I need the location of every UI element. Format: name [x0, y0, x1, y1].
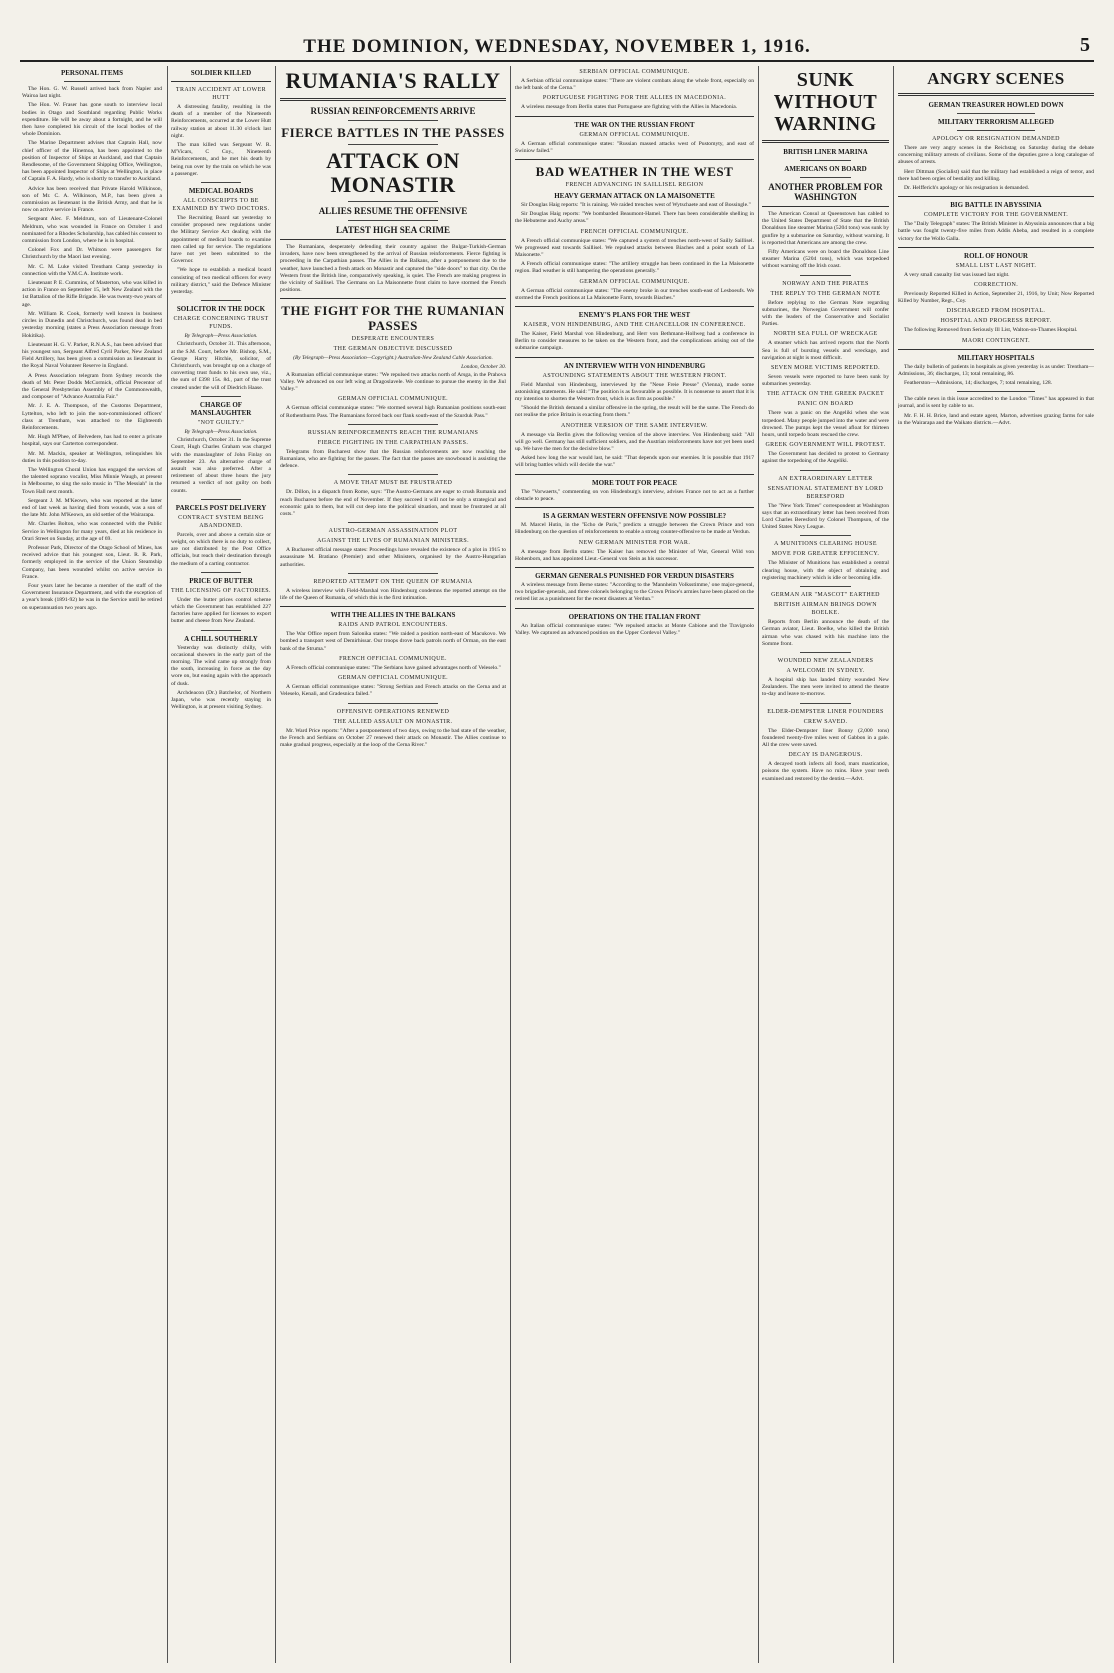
article-paragraph: The "Daily Telegraph" states: The British Minister in Abyssinia announces that a big battle was fought twenty-five miles from Addis Abeba, and resulted in a complete victory for the Wollo Galla.	[898, 221, 1094, 242]
subheading: WOUNDED NEW ZEALANDERS	[777, 657, 874, 664]
subheading: NEW GERMAN MINISTER FOR WAR.	[578, 539, 691, 546]
article-paragraph: A hospital ship has landed thirty wounded New Zealanders. The men were invited to attend the theatre to-day and leave to-morrow.	[762, 676, 889, 698]
article-paragraph: A Rumanian official communique states: "We repulsed two attacks north of Arsga, in the Prahova Valley. We advanced on our left wing at Dragoslavele. We continue to pursue the enemy in the Jiul Valley."	[280, 371, 506, 393]
article-paragraph: There was a panic on the Angeliki when she was torpedoed. Many people jumped into the water and were drowned. The pumps kept the vessel afloat for thirteen hours, until torpedo boats rescued the crew.	[762, 410, 889, 439]
article-paragraph: Lieutenant H. G. V. Parker, R.N.A.S., has been advised that his youngest son, Sergeant Alfred Cyril Parker, New Zealand Field Artillery, has been given a commission as lieutenant in the Royal Naval Volunteer Reserve in England.	[22, 341, 162, 370]
article-paragraph: The Kaiser, Field Marshal von Hindenburg, and Herr von Bethmann-Hollweg had a conference in Berlin to consider measures to be taken on the Western front, and the complications arising out of the submarine campaign.	[515, 331, 754, 352]
section-heading: MILITARY HOSPITALS	[957, 353, 1035, 362]
subheading: GERMAN OFFICIAL COMMUNIQUE.	[579, 278, 690, 285]
article-paragraph: Mr. C. M. Luke visited Trentham Camp yesterday in connection with the Y.M.C.A. Institute work.	[22, 263, 162, 277]
section-heading: THE FIGHT FOR THE RUMANIAN PASSES	[281, 303, 505, 334]
article-paragraph: Under the butter prices control scheme which the Government has established 227 factories have applied for licenses to export butter and cheese from New Zealand.	[171, 596, 271, 625]
article-paragraph: The Hon. W. Fraser has gone south to interview local bodies in Otago and Southland regarding Public Works expenditure. He will be away about a fortnight, and he will then have completed his circuit of the local bodies of the whole Dominion.	[22, 102, 162, 138]
article-paragraph: There are very angry scenes in the Reichstag on Saturday during the debate concerning military arrests of civilians. Some of the deputies gave a long catalogue of abuses of arrests.	[898, 145, 1094, 166]
article-paragraph: The Marine Department advises that Captain Hall, now chief officer of the Hinemoa, has been appointed to the position of Inspector of Ships at Auckland, and that Captain Rendlesome, of the Government Shipping Office, Wellington, has been appointed Inspector of Ships at Wellington, in place of Captain F. A. Hardy, who is shortly to transfer to Auckland.	[22, 140, 162, 183]
column-rule	[893, 66, 894, 1663]
section-heading: ENEMY'S PLANS FOR THE WEST	[578, 311, 691, 320]
subheading: AN EXTRAORDINARY LETTER	[778, 475, 873, 482]
headline-deck: FIERCE BATTLES IN THE PASSES	[281, 125, 505, 140]
section-heading: THE WAR ON THE RUSSIAN FRONT	[574, 120, 695, 129]
article-paragraph: Sir Douglas Haig reports: "It is raining. We raided trenches west of Wytschaete and east of Bossingle."	[521, 202, 751, 209]
section-heading: ROLL OF HONOUR	[964, 251, 1028, 260]
article-paragraph: A wireless interview with Field-Marshal von Hindenburg condemns the reported attempt on the life of the Queen of Rumania, of which this is the first intimation.	[280, 587, 506, 602]
subheading: AUSTRO-GERMAN ASSASSINATION PLOT	[328, 528, 458, 535]
article-paragraph: Colonel Fox and Dr. Whitson were passengers for Christchurch by the Maori last evening.	[22, 247, 162, 261]
dateline: London, October 30.	[461, 363, 506, 370]
headline-deck: MILITARY TERRORISM ALLEGED	[938, 118, 1054, 126]
article-paragraph: The man killed was Sergeant W. R. M'Vicars, C Coy., Nineteenth Reinforcements, and he met his death by being run over by the train on which he was a passenger.	[171, 142, 271, 177]
column-western-front	[515, 66, 754, 1663]
credit-line: By Telegraph—Press Association.	[184, 428, 258, 435]
article-paragraph: A French official communique states: "The artillery struggle has been continued in the La Maisonette region. Bad weather is still hampering the operations generally."	[515, 261, 754, 275]
article-paragraph: A German official communique states: "Russian massed attacks west of Pustomyty, and east of Swiniow failed."	[515, 140, 754, 154]
subheading: THE GERMAN OBJECTIVE DISCUSSED	[333, 346, 453, 353]
section-heading: MORE TOUT FOR PEACE	[592, 478, 677, 487]
article-paragraph: Previously Reported Killed in Action, September 21, 1916, by Unit; Now Reported Killed by Number, Regt., Coy.	[898, 291, 1094, 305]
headline-deck: LATEST HIGH SEA CRIME	[336, 225, 450, 235]
article-paragraph: The Elder-Dempster liner Bonny (2,000 tons) foundered twenty-five miles west of Gabbon in a gale. All the crew were saved.	[762, 727, 889, 748]
subheading: A MUNITIONS CLEARING HOUSE	[774, 541, 877, 548]
article-paragraph: Mr. J. E. A. Thompson, of the Customs Department, Lyttelton, who left to join the non-commissioned officers' class at Trentham, was attached to the Eighteenth Reinforcements.	[22, 403, 162, 431]
headline-deck: RUSSIAN REINFORCEMENTS ARRIVE	[310, 106, 476, 116]
article-paragraph: A message from Berlin states: The Kaiser has removed the Minister of War, General Wild von Hohenborn, and has appointed Lieut.-General von Stein as his successor.	[515, 548, 754, 562]
column-rule	[167, 66, 168, 1663]
article-paragraph: A distressing fatality, resulting in the death of a member of the Nineteenth Reinforcements, occurred at the Lower Hutt railway station at about 11.30 o'clock last night.	[171, 104, 271, 139]
headline-main: ANGRY SCENES	[927, 69, 1065, 88]
subheading: GREEK GOVERNMENT WILL PROTEST.	[765, 442, 886, 449]
subheading: CHARGE CONCERNING TRUST FUNDS.	[173, 316, 269, 331]
subheading: KAISER, VON HINDENBURG, AND THE CHANCELLOR IN CONFERENCE.	[523, 322, 746, 329]
article-paragraph: A German official communique states: "Strong Serbian and French attacks on the Cerna and at Veleselo, Kenali, and Gradesnica failed."	[280, 684, 506, 698]
section-heading: GERMAN GENERALS PUNISHED FOR VERDUN DISASTERS	[535, 571, 734, 580]
article-paragraph: Christchurch, October 31. In the Supreme Court, Hugh Charles Graham was charged with the manslaughter of John Finlay on September 23. An alternative charge of assault was also preferred. After a retirement of about three hours the jury returned a verdict of not guilty on both counts.	[171, 437, 271, 494]
subheading: NORWAY AND THE PIRATES	[782, 280, 869, 287]
article-paragraph: A decayed tooth infects all food, mars mastication, poisons the system. Have no ruins. Have your teeth examined and restored by the dentist.—Advt.	[762, 761, 889, 782]
credit-line: By Telegraph—Press Association.	[184, 333, 258, 340]
subheading: A MOVE THAT MUST BE FRUSTRATED	[333, 480, 453, 487]
article-paragraph: The War Office report from Salonika states: "We raided a position north-east of Macukovo. We bombed a transport west of Demirhissar. Our troops drove back patrols north of Orman, on the east bank of the Struma."	[280, 631, 506, 652]
article-paragraph: Professor Park, Director of the Otago School of Mines, has received advice that his youngest son, Lieut. R. R. Park, formerly employed in the service of the Union Steamship Company, has been wounded whilst on active service in France.	[22, 544, 162, 580]
section-heading: BAD WEATHER IN THE WEST	[535, 164, 734, 180]
article-paragraph: Herr Dittman (Socialist) said that the military had established a reign of terror, and there had been orgies of bestiality and killing.	[898, 168, 1094, 182]
article-paragraph: The Recruiting Board sat yesterday to consider proposed new regulations under the Military Service Act dealing with the appointment of medical boards to examine men called up for service. The regulations have not yet been submitted to the Governor.	[171, 215, 271, 265]
section-heading: HEAVY GERMAN ATTACK ON LA MAISONETTE	[554, 192, 715, 201]
subheading: GERMAN OFFICIAL COMMUNIQUE.	[579, 131, 690, 138]
article-paragraph: Field Marshal von Hindenburg, interviewed by the "Neue Freie Presse" (Vienna), made some astonishing statements. He said: "The position is as favourable as possible. It is nonsense to assert that it is my intention to shorten the Western front, which is as firm as possible."	[515, 381, 754, 403]
article-paragraph: Mr. F. H. H. Brice, land and estate agent, Marton, advertises grazing farms for sale in the Wairarapa and the Waikato districts.—Advt.	[898, 412, 1094, 426]
subheading: AGAINST THE LIVES OF RUMANIAN MINISTERS.	[316, 538, 470, 545]
subheading: RUSSIAN REINFORCEMENTS REACH THE RUMANIANS	[307, 429, 479, 436]
article-paragraph: Christchurch, October 31. This afternoon, at the S.M. Court, before Mr. Bishop, S.M., George Harry Hitchie, solicitor, of Christchurch, was brought up on a charge of converting trust funds to his own use, viz., the sum of £398 15s. 8d., part of the trust created under the will of Diedrich Haase.	[171, 341, 271, 391]
subheading: GERMAN OFFICIAL COMMUNIQUE.	[337, 675, 449, 682]
subheading: MAORI CONTINGENT.	[961, 337, 1031, 344]
section-heading: OPERATIONS ON THE ITALIAN FRONT	[568, 612, 701, 621]
article-paragraph: A French official communique states: "The Serbians have gained advantages north of Veleselo."	[286, 664, 501, 671]
article-paragraph: "Should the British demand a similar offensive in the spring, the result will be the same. The French do not realise the price Britain is exacting from them."	[515, 405, 754, 419]
section-heading: CHARGE OF MANSLAUGHTER	[190, 400, 252, 417]
headline-deck: ALLIES RESUME THE OFFENSIVE	[318, 206, 468, 216]
headline-main: SUNK WITHOUT WARNING	[773, 69, 878, 135]
article-paragraph: The "Vorwaerts," commenting on von Hindenburg's interview, advises France not to act as a further obstacle to peace.	[515, 488, 754, 502]
page-number: 5	[1080, 34, 1090, 56]
subheading: PANIC ON BOARD	[797, 401, 854, 408]
subheading: CREW SAVED.	[803, 718, 848, 725]
article-paragraph: Lieutenant P. E. Cummins, of Masterton, who was killed in action in France on September 15, left New Zealand with the 1st Battalion of the Rifle Brigade. He was twenty-two years of age.	[22, 280, 162, 308]
article-paragraph: The daily bulletin of patients in hospitals as given yesterday is as under: Trentham—Admissions, 36; discharges, 13; total remaining, 86.	[898, 363, 1094, 377]
column-rule	[758, 66, 759, 1663]
headline-deck: AMERICANS ON BOARD	[784, 165, 867, 173]
section-heading: PERSONAL ITEMS	[60, 69, 124, 77]
article-paragraph: Reports from Berlin announce the death of the German aviator, Lieut. Boelke, who killed the British airman who was chased with his machine into the Somme front.	[762, 619, 889, 647]
article-paragraph: "We hope to establish a medical board consisting of two medical officers for every military district," said the Defence Minister yesterday.	[171, 267, 271, 296]
article-paragraph: Telegrams from Bucharest show that the Russian reinforcements are now reaching the Rumanians, who are fighting for the passes. The fact that the passes are snowbound is assisting the defence.	[280, 448, 506, 470]
section-heading: MEDICAL BOARDS	[188, 187, 254, 196]
subheading: DESPERATE ENCOUNTERS	[351, 336, 435, 343]
article-paragraph: A Bucharest official message states: Proceedings have revealed the existence of a plot in 1915 to assassinate M. Bratiano (Premier) and other Ministers, organised by the Austro-Hungarian authorities.	[280, 547, 506, 568]
subheading: FRENCH OFFICIAL COMMUNIQUE.	[580, 228, 689, 235]
subheading: ANOTHER VERSION OF THE SAME INTERVIEW.	[561, 422, 708, 429]
article-paragraph: The Government has decided to protest to Germany against the torpedoing of the Angeliki.	[762, 451, 889, 465]
subheading: ASTOUNDING STATEMENTS ABOUT THE WESTERN FRONT.	[542, 372, 727, 379]
subheading: BRITISH AIRMAN BRINGS DOWN BOELKE.	[774, 602, 877, 617]
subheading: DECAY IS DANGEROUS.	[788, 752, 863, 759]
subheading: FRENCH ADVANCING IN SAILLISEL REGION	[565, 182, 704, 189]
section-heading: A CHILL SOUTHERLY	[184, 634, 258, 643]
article-paragraph: The Rumanians, desperately defending their country against the Bulgar-Turkish-German invaders, have now been strengthened by the arrival of Russian reinforcements. Fierce fighting is proceeding in the Carpathian passes. The Allies in the Balkans, after a postponement due to the weather, have launched a fresh attack on Monastir and captured the "side doors" to that city. On the Western front the British line, comparatively speaking, is quiet. The French are making progress in the vicinity of Saillisel. The Germans on La Maisonnette front claim to have stormed the French positions.	[280, 244, 506, 294]
section-heading: AN INTERVIEW WITH VON HINDENBURG	[563, 361, 706, 370]
article-paragraph: Sergeant Alec. F. Meldrum, son of Lieutenant-Colonel Meldrum, who was wounded in France on October 1 and nominated for a Rhodes Scholarship, has cabled his consent to commission from London, where he is in hospital.	[22, 216, 162, 245]
article-paragraph: A steamer which has arrived reports that the North Sea is full of bursting vessels and wreckage, and navigation at night is most difficult.	[762, 340, 889, 361]
subheading: THE REPLY TO THE GERMAN NOTE	[770, 290, 881, 297]
subheading: SERBIAN OFFICIAL COMMUNIQUE.	[579, 69, 690, 75]
article-paragraph: A French official communique states: "We captured a system of trenches north-west of Sailly Saillisel. We progressed east towards Saillisel. We repulsed attacks between Biaches and a point south of La Maisonette."	[515, 237, 754, 259]
subheading: SEVEN MORE VICTIMS REPORTED.	[770, 365, 881, 372]
column-rule	[510, 66, 511, 1663]
subheading: NORTH SEA FULL OF WRECKAGE	[773, 331, 878, 338]
subheading: "NOT GUILTY."	[197, 419, 245, 426]
article-paragraph: Dr. Helfferich's apology or his resignation is demanded.	[904, 185, 1030, 192]
subheading: CORRECTION.	[973, 282, 1019, 289]
article-paragraph: Yesterday was distinctly chilly, with occasional showers in the early part of the morning. The wind came up strongly from the south, increasing in force as the day wore on, but easing again with the approach of dusk.	[171, 644, 271, 687]
subheading: GERMAN AIR "MASCOT" EARTHED	[771, 592, 880, 599]
article-paragraph: Dr. Dillon, in a dispatch from Rome, says: "The Austro-Germans are eager to crush Rumania and reach Bucharest before the end of November. If they succeed it will not be only a strategical and economic gain to them, but will cut deep into the political situation, and must be frustrated at all costs."	[280, 489, 506, 518]
subheading: MOVE FOR GREATER EFFICIENCY.	[771, 551, 880, 558]
subheading: FRENCH OFFICIAL COMMUNIQUE.	[339, 655, 447, 662]
subheading: PORTUGUESE FIGHTING FOR THE ALLIES IN MACEDONIA.	[542, 95, 727, 102]
article-paragraph: Mr. Ward Price reports: "After a postponement of two days, owing to the bad state of the weather, the French and Serbians on October 27 renewed their attack on Monastir. The Allies continue to make gradual progress, especially at the loop of the Cerna River."	[280, 727, 506, 748]
section-heading: BIG BATTLE IN ABYSSINIA	[950, 201, 1042, 210]
subheading: SENSATIONAL STATEMENT BY LORD BERESFORD	[767, 485, 884, 500]
article-paragraph: A wireless message from Berlin states that Portuguese are fighting with the Allies in Macedonia.	[521, 104, 738, 111]
subheading: COMPLETE VICTORY FOR THE GOVERNMENT.	[923, 212, 1069, 219]
section-heading: SOLDIER KILLED	[190, 69, 252, 77]
section-heading: PARCELS POST DELIVERY	[175, 503, 267, 512]
article-paragraph: The Minister of Munitions has established a central clearing house, with the object of obtaining and registering machinery which is idle or becoming idle.	[762, 560, 889, 581]
article-paragraph: Archdeacon (Dr.) Batchelor, of Northern Japan, who was recently staying in Wellington, is at present visiting Sydney.	[171, 689, 271, 711]
article-paragraph: Mr. Charles Bolton, who was connected with the Public Service in Wellington for many years, died at his residence in Orari Street on Sunday, at the age of 69.	[22, 521, 162, 542]
article-paragraph: The American Consul at Queenstown has cabled to the United States Department of State that the British Donaldson line steamer Marina (5204 tons) was sunk by gunfire by a submarine on Saturday, without warning. It is reported that Americans are among the crew.	[762, 211, 889, 246]
subheading: RAIDS AND PATROL ENCOUNTERS.	[338, 622, 448, 629]
subheading: THE LICENSING OF FACTORIES.	[171, 587, 271, 594]
subheading: SMALL LIST LAST NIGHT.	[955, 262, 1037, 269]
subheading: FIERCE FIGHTING IN THE CARPATHIAN PASSES.	[317, 439, 469, 446]
article-paragraph: Sir Douglas Haig reports: "We bombarded Beaumont-Hamel. There has been considerable shelling in the Hebuterne and Auchy areas."	[515, 211, 754, 225]
article-paragraph: A Serbian official communique states: "There are violent combats along the whole front, especially on the left bank of the Cerna."	[515, 78, 754, 92]
article-paragraph: Four years later he became a member of the staff of the Government Insurance Department, and with the exception of a year's break (1891-92) he was in the Service until he retired on superannuation two years ago.	[22, 583, 162, 611]
article-paragraph: The Hon. G. W. Russell arrived back from Napier and Wairoa last night.	[22, 86, 162, 100]
article-paragraph: Sergeant J. M. M'Keown, who was reported at the latter end of last week as having died from wounds, was a son of the late Mr. John M'Keown, an old settler of the Wairarapa.	[22, 497, 162, 519]
subheading: TRAIN ACCIDENT AT LOWER HUTT	[175, 87, 267, 101]
article-paragraph: A German official communique states: "The enemy broke in our trenches south-east of Lesboeufs. We stormed the French positions at La Maisonette Farm, towards Biaches."	[515, 287, 754, 301]
article-paragraph: Seven vessels were reported to have been sunk by submarines yesterday.	[762, 374, 889, 388]
subheading: REPORTED ATTEMPT ON THE QUEEN OF RUMANIA	[313, 578, 473, 585]
section-heading: SOLICITOR IN THE DOCK	[176, 305, 266, 314]
article-paragraph: Before replying to the German Note regarding submarines, the Norwegian Government will confer with the leaders of the Conservative and Socialist Parties.	[762, 299, 889, 328]
article-paragraph: A message via Berlin gives the following version of the above interview. Von Hindenburg said: "All will go well. Germany has still sufficient soldiers, and the Austrian reinforcements have not yet been used up. We have the men for the decisive blow."	[515, 431, 754, 453]
subheading: THE ATTACK ON THE GREEK PACKET	[766, 391, 885, 398]
column-rumania	[280, 66, 506, 1663]
article-paragraph: Asked how long the war would last, he said: "That depends upon our enemies. It is possible that 1917 will bring battles which will decide the war."	[515, 455, 754, 469]
article-paragraph: M. Marcel Hutin, in the "Echo de Paris," predicts a struggle between the Crown Prince and von Hindenburg on the question of reinforcements to enable a strong counter-offensive to be made at Verdun.	[515, 522, 754, 536]
newspaper-dateline: THE DOMINION, WEDNESDAY, NOVEMBER 1, 1916.	[303, 36, 811, 57]
subheading: GERMAN OFFICIAL COMMUNIQUE.	[337, 396, 449, 403]
headline-deck: ATTACK ON MONASTIR	[326, 148, 460, 197]
subheading: ALL CONSCRIPTS TO BE EXAMINED BY TWO DOCTORS.	[172, 198, 270, 213]
subheading: OFFENSIVE OPERATIONS RENEWED	[336, 708, 450, 715]
article-paragraph: Mr. Hugh M'Phee, of Belvedere, has had to enter a private hospital, says our Carterton correspondent.	[22, 434, 162, 448]
article-paragraph: Parcels, over and above a certain size or weight, on which there is no duty to collect, are not distributed by the Post Office officials, but reach their destination through the medium of a carting contractor.	[171, 531, 271, 567]
article-paragraph: Mr. M. Mackin, speaker at Wellington, relinquishes his duties in this position to-day.	[22, 450, 162, 464]
column-personal-items	[22, 66, 162, 1663]
article-paragraph: A Press Association telegram from Sydney records the death of Mr. Peter Dodds McCormick, official Precentor of the General Presbyterian Assembly of the Commonwealth, and composer of "Advance Australia Fair."	[22, 372, 162, 401]
article-paragraph: Mr. William R. Cook, formerly well known in business circles in Dunedin and Christchurch, was found dead in bed yesterday morning (states a Press Association message from Hokitika).	[22, 310, 162, 339]
column-sunk-without-warning	[762, 66, 889, 1663]
article-paragraph: The following Removed from Seriously Ill List, Walton-on-Thames Hospital.	[904, 327, 1078, 334]
column-rule	[275, 66, 276, 1663]
subheading: CONTRACT SYSTEM BEING ABANDONED.	[178, 514, 264, 529]
section-heading: WITH THE ALLIES IN THE BALKANS	[330, 611, 456, 620]
credit-line: (By Telegraph—Press Association—Copyright.) Australian-New Zealand Cable Association.	[293, 355, 493, 362]
subheading: THE ALLIED ASSAULT ON MONASTIR.	[333, 718, 453, 725]
subheading: ELDER-DEMPSTER LINER FOUNDERS	[767, 708, 884, 715]
article-paragraph: The "New York Times" correspondent at Washington says that an extraordinary letter has been received from Lord Charles Beresford by Colonel Thompson, of the United States Navy League.	[762, 502, 889, 531]
article-paragraph: A wireless message from Berne states: "According to the 'Mannheim Volksstimme,' one major-general, two brigadier-generals, and three colonels belonging to the Crown Prince's armies have been placed on the retired list as a punishment for the recent disasters at Verdun."	[515, 581, 754, 603]
section-heading: PRICE OF BUTTER	[189, 576, 253, 585]
article-paragraph: A German official communique states: "We stormed several high Rumanian positions south-east of Rothenthurm Pass. The Rumanians forced back our flank south-east of the Szurduk Pass."	[280, 405, 506, 419]
article-paragraph: An Italian official communique states: "We repulsed attacks at Monte Cabione and the Travignolo Valley. We captured an advanced position on the Upper Cordevol Valley."	[515, 622, 754, 636]
section-heading: IS A GERMAN WESTERN OFFENSIVE NOW POSSIBLE?	[542, 512, 727, 521]
article-paragraph: Fifty Americans were on board the Donaldson Line steamer Marina (5204 tons), which was torpedoed without warning off the Irish coast.	[762, 249, 889, 270]
column-angry-scenes	[898, 66, 1094, 1663]
article-paragraph: The cable news in this issue accredited to the London "Times" has appeared in that journal, and is sent by cable to us.	[898, 396, 1094, 410]
headline-main: RUMANIA'S RALLY	[285, 68, 501, 93]
article-paragraph: Advice has been received that Private Harold Wilkinson, son of Mr. C. A. Wilkinson, M.P., has been given a commission as lieutenant in the British Army, and that he is now on active service in France.	[22, 185, 162, 214]
headline-deck: ANOTHER PROBLEM FOR WASHINGTON	[768, 182, 883, 202]
headline-deck: BRITISH LINER MARINA	[783, 148, 868, 156]
headline-deck: GERMAN TREASURER HOWLED DOWN	[928, 101, 1064, 109]
subheading: APOLOGY OR RESIGNATION DEMANDED	[932, 136, 1060, 142]
column-local-news	[171, 66, 271, 1663]
article-paragraph: A very small casualty list was issued last night.	[904, 271, 1010, 278]
subheading: A WELCOME IN SYDNEY.	[786, 667, 865, 674]
article-paragraph: The Wellington Choral Union has engaged the services of the talented soprano vocalist, Miss Minnie Waugh, at present in Melbourne, to sing the solo music in "The Messiah" in the Town Hall next month.	[22, 466, 162, 495]
subheading: DISCHARGED FROM HOSPITAL.	[946, 308, 1046, 315]
subheading: HOSPITAL AND PROGRESS REPORT.	[940, 318, 1052, 325]
masthead	[20, 36, 1094, 62]
article-paragraph: Featherston—Admissions, 14; discharges, 7; total remaining, 128.	[904, 380, 1053, 387]
